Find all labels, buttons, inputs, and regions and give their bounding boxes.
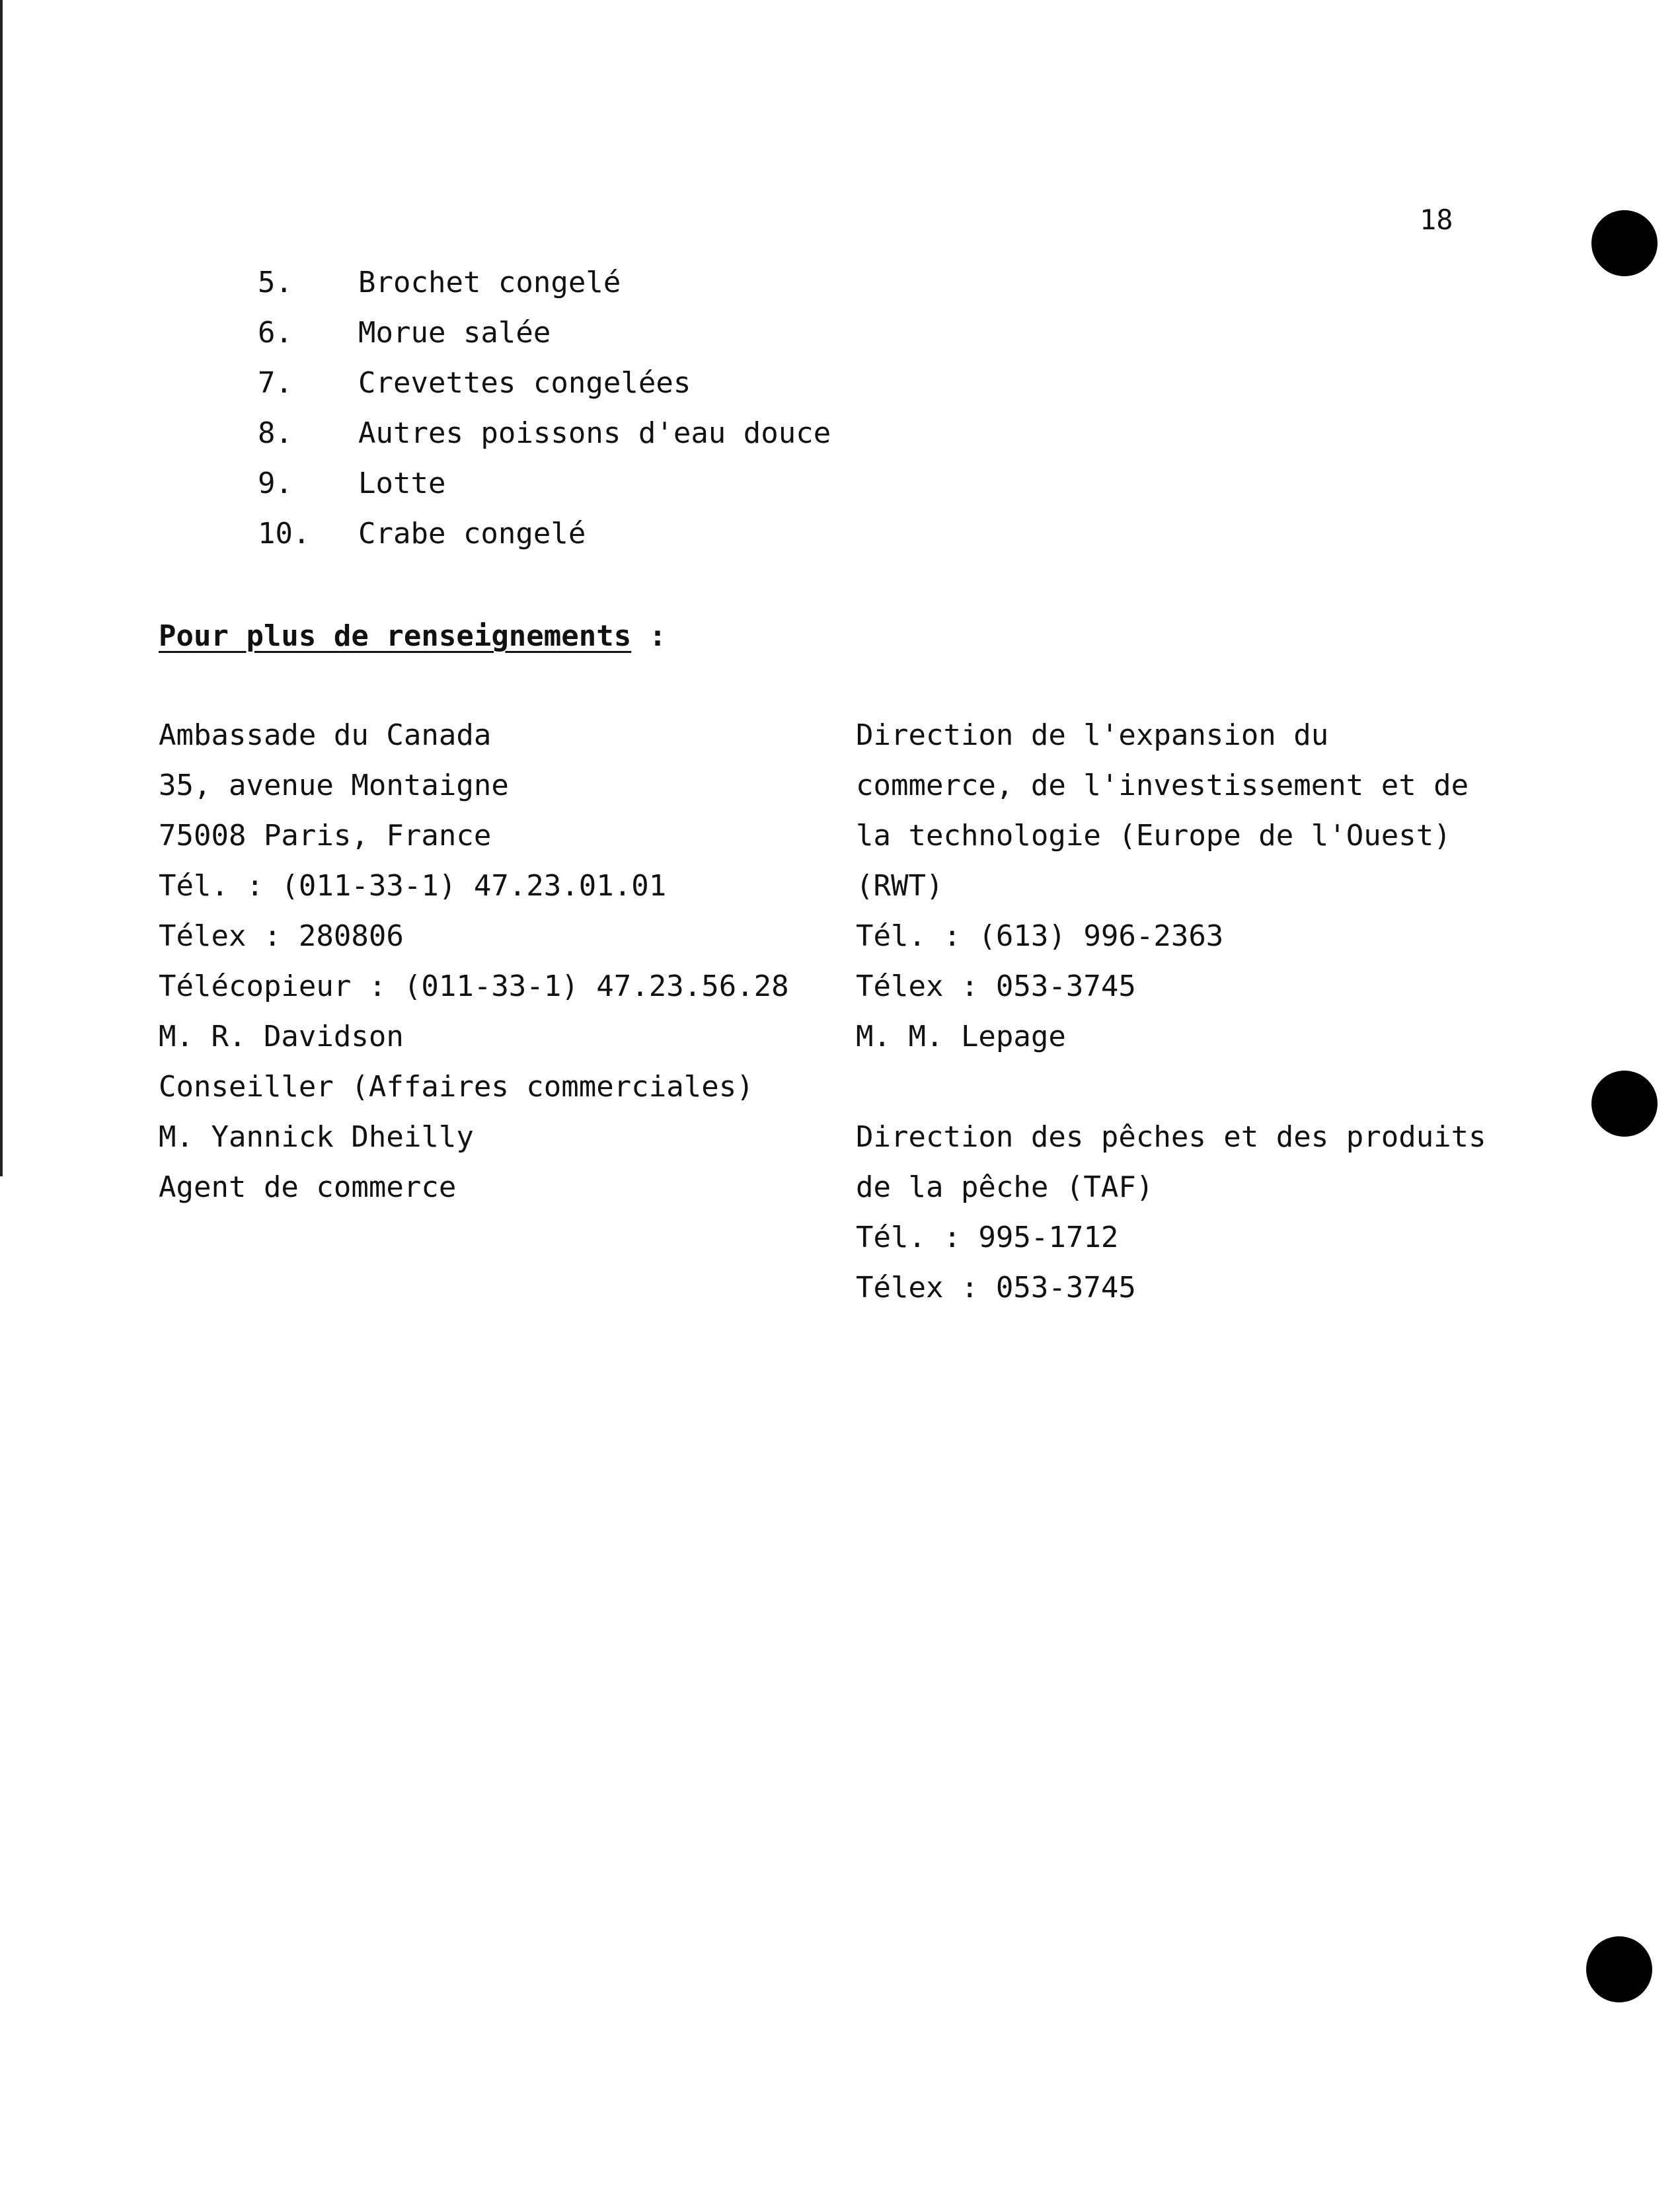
contact-line: de la pêche (TAF): [856, 1170, 1154, 1204]
contact-line: Tél. : (613) 996-2363: [856, 919, 1224, 953]
contact-line: Télex : 053-3745: [856, 1271, 1136, 1305]
list-item-number: 9.: [258, 467, 293, 500]
list-item-number: 8.: [258, 416, 293, 450]
contact-line: Agent de commerce: [159, 1170, 457, 1204]
contact-line: M. Yannick Dheilly: [159, 1120, 474, 1154]
directorate-contact-blocks: [856, 717, 1486, 1320]
list-item-number: 6.: [258, 316, 293, 350]
contact-line: Tél. : 995-1712: [856, 1221, 1119, 1254]
list-item: [258, 465, 831, 515]
section-heading: [159, 618, 666, 655]
list-item-number: 10.: [258, 517, 311, 550]
contact-line: Tél. : (011-33-1) 47.23.01.01: [159, 869, 667, 903]
contact-line: Direction de l'expansion du: [856, 718, 1329, 752]
embassy-contact-block: [159, 717, 789, 1219]
contact-line: (RWT): [856, 869, 944, 903]
contact-line: M. M. Lepage: [856, 1020, 1066, 1053]
list-item-text: Crevettes congelées: [358, 366, 691, 400]
punch-hole: [1586, 1936, 1652, 2002]
contact-line: la technologie (Europe de l'Ouest): [856, 819, 1451, 853]
list-item: [258, 365, 831, 415]
list-item: [258, 264, 831, 315]
contact-line: Télécopieur : (011-33-1) 47.23.56.28: [159, 969, 789, 1003]
contact-line: Direction des pêches et des produits: [856, 1120, 1486, 1154]
list-item-text: Lotte: [358, 467, 446, 500]
contact-line: commerce, de l'investissement et de: [856, 769, 1469, 802]
list-item-text: Crabe congelé: [358, 517, 586, 550]
contact-line: 35, avenue Montaigne: [159, 769, 509, 802]
section-heading-suffix: :: [631, 619, 667, 653]
list-item-text: Morue salée: [358, 316, 551, 350]
punch-hole: [1591, 1071, 1658, 1137]
product-list: [258, 264, 831, 566]
punch-hole: [1591, 210, 1658, 276]
list-item: [258, 515, 831, 566]
contact-line: Télex : 280806: [159, 919, 404, 953]
scan-edge-line: [0, 0, 3, 1176]
contact-line: Ambassade du Canada: [159, 718, 492, 752]
page-number: 18: [1420, 204, 1453, 236]
contact-line: M. R. Davidson: [159, 1020, 404, 1053]
list-item: [258, 415, 831, 465]
list-item: [258, 315, 831, 365]
contact-line: Conseiller (Affaires commerciales): [159, 1070, 754, 1104]
list-item-text: Autres poissons d'eau douce: [358, 416, 831, 450]
list-item-number: 5.: [258, 266, 293, 299]
list-item-text: Brochet congelé: [358, 266, 621, 299]
section-heading-text: Pour plus de renseignements: [159, 619, 632, 653]
contact-line: 75008 Paris, France: [159, 819, 492, 853]
list-item-number: 7.: [258, 366, 293, 400]
contact-line: Télex : 053-3745: [856, 969, 1136, 1003]
block-spacer: [856, 1069, 1486, 1119]
